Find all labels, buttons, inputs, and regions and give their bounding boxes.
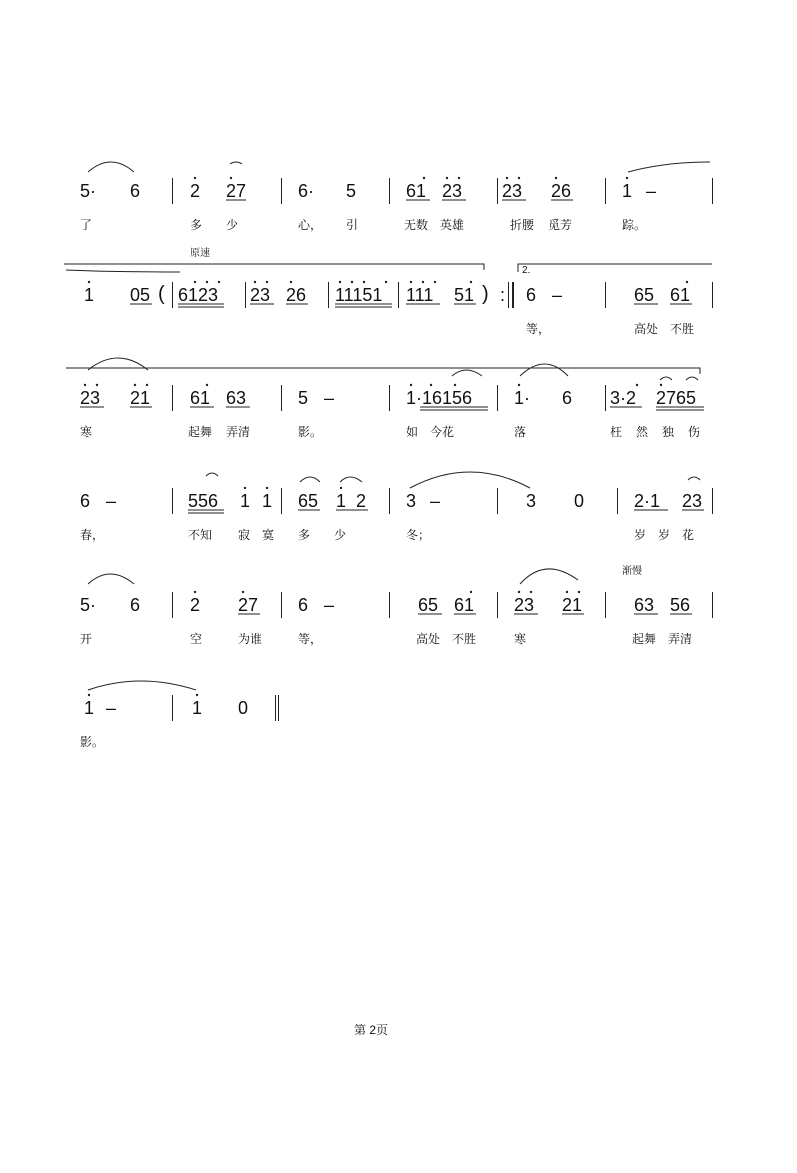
lyric: 今花 [430,425,455,439]
note: 6 [130,181,141,201]
bracket: ) [482,283,489,305]
note: 23 [502,181,523,201]
lyric: 等， [526,322,551,336]
note: 6 [80,491,91,511]
note: 3·2 [610,388,637,408]
lyric: 等， [298,632,323,646]
lyric: 落 [514,425,527,439]
note: 6123 [178,285,219,305]
note: 0 [238,698,249,718]
note: 111 [406,285,434,305]
slur [340,477,362,482]
lyric: 无数 [404,218,429,232]
note: 61 [406,181,427,201]
slur [230,162,242,164]
lyric: 影。 [298,425,323,439]
note: 23 [80,388,101,408]
note: 3 [526,491,537,511]
note: 1 [262,491,273,511]
note: – [106,698,117,718]
note: 61 [670,285,691,305]
note: – [324,388,335,408]
lyric: 不胜 [670,322,695,336]
note: 61 [190,388,211,408]
ending-line [64,264,484,270]
lyric: 英雄 [440,218,465,232]
note: – [430,491,441,511]
lyric: 高处 [416,632,441,646]
note: – [646,181,657,201]
note: 1·16156 [406,388,473,408]
lyric: 寒 [514,632,527,646]
tie [66,368,700,374]
note: 1 [622,181,633,201]
note: 6 [562,388,573,408]
note: 56 [670,595,691,615]
lyric: 不胜 [452,632,477,646]
note: 63 [634,595,655,615]
note: 0 [574,491,585,511]
note: 21 [562,595,583,615]
note: 65 [298,491,319,511]
note: 5 [298,388,309,408]
note: – [324,595,335,615]
note: 27 [238,595,259,615]
note: 51 [454,285,475,305]
note: 6 [130,595,141,615]
note: 6 [298,595,309,615]
lyric: 起舞 [188,425,213,439]
slur [452,370,482,376]
note: 5· [80,595,97,615]
lyric: 春， [80,528,105,542]
slur [686,377,698,380]
slur [628,162,710,172]
note: 5· [80,181,97,201]
lyric: 弄清 [668,632,693,646]
slur [88,681,196,690]
lyric: 独 [662,425,675,439]
note: 556 [188,491,219,511]
note: 26 [286,285,307,305]
bracket: ( [158,283,165,305]
note: 65 [634,285,655,305]
note: 1 [84,285,95,305]
note: 61 [454,595,475,615]
lyric: 多 [298,528,311,542]
note: 2765 [656,388,697,408]
tempo-mark: 原速 [190,248,210,259]
page-number: 第 2页 [354,1023,389,1037]
lyric: 少 [226,218,239,232]
note: 26 [551,181,572,201]
tie [66,270,180,272]
lyric: 踪。 [622,218,647,232]
lyric: 如 [406,425,419,439]
lyric: 少 [334,528,347,542]
repeat-dots: : [500,285,506,305]
slur [300,477,320,482]
note: 1 [192,698,203,718]
note: 23 [514,595,535,615]
note: 2 [190,181,201,201]
lyric: 引 [346,218,359,232]
slur [410,472,530,488]
note: 27 [226,181,247,201]
note: – [106,491,117,511]
lyric: 寂 [238,528,251,542]
note: 05 [130,285,151,305]
lyric: 冬； [406,528,431,542]
lyric: 然 [636,425,649,439]
note: 23 [442,181,463,201]
note: 11151 [335,285,383,305]
note: 21 [130,388,151,408]
lyric: 弄清 [226,425,251,439]
note: 1· [514,388,531,408]
note: 1 [84,698,95,718]
slur [520,364,568,376]
lyric: 空 [190,632,203,646]
note: 63 [226,388,247,408]
lyric: 枉 [610,425,623,439]
lyric: 岁 [658,528,671,542]
slur [660,377,672,380]
note: 5 [346,181,357,201]
lyric: 折腰 [510,218,535,232]
lyric: 高处 [634,322,659,336]
note: 1 [336,491,347,511]
ending-line [518,264,712,272]
note: 6 [526,285,537,305]
note: 6· [298,181,315,201]
lyric: 不知 [188,528,213,542]
lyric: 寞 [262,528,275,542]
note: 23 [250,285,271,305]
note: 23 [682,491,703,511]
note: 3 [406,491,417,511]
lyric: 伤 [688,425,701,439]
slur [206,473,218,476]
lyric: 岁 [634,528,647,542]
lyric: 多 [190,218,203,232]
lyric: 寒 [80,425,93,439]
slur [520,569,578,584]
tempo-mark: 渐慢 [622,566,642,577]
lyric: 开 [80,632,93,646]
slur [688,477,700,480]
note: 1 [240,491,251,511]
lyric: 了 [80,218,93,232]
ending-mark: 2. [522,265,531,276]
lyric: 为谁 [238,632,263,646]
note: – [552,285,563,305]
note: 2·1 [634,491,661,511]
note: 2 [190,595,201,615]
lyric: 觅芳 [548,218,573,232]
lyric: 心， [298,218,323,232]
slur [88,162,134,172]
lyric: 花 [682,528,695,542]
slur [88,574,134,584]
lyric: 影。 [80,735,105,749]
lyric: 起舞 [632,632,657,646]
note: 65 [418,595,439,615]
note: 2 [356,491,367,511]
